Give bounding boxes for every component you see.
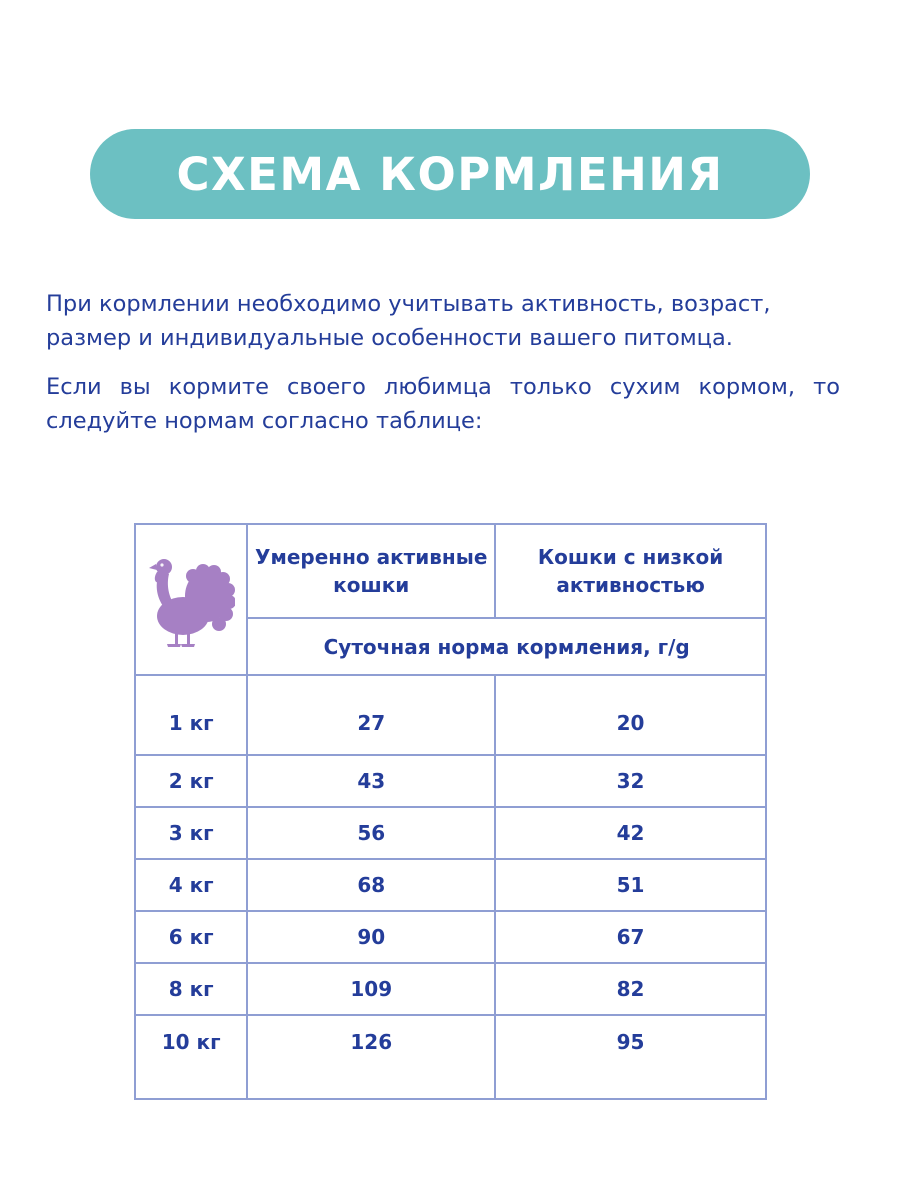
turkey-icon xyxy=(147,550,235,650)
table-row xyxy=(135,1015,766,1099)
table-row xyxy=(135,911,766,963)
weight-cell: 8 кг xyxy=(135,963,247,1015)
active-value-cell: 56 xyxy=(247,807,495,859)
low-value-cell: 51 xyxy=(495,859,766,911)
low-value-cell: 67 xyxy=(495,911,766,963)
table-row xyxy=(135,675,766,755)
table-row xyxy=(135,807,766,859)
active-value-cell: 27 xyxy=(247,675,495,755)
active-value-cell: 43 xyxy=(247,755,495,807)
active-value-cell: 68 xyxy=(247,859,495,911)
header-daily-norm: Суточная норма кормления, г/g xyxy=(247,618,766,675)
page-title: СХЕМА КОРМЛЕНИЯ xyxy=(176,147,724,201)
low-value-cell: 20 xyxy=(495,675,766,755)
low-value-cell: 95 xyxy=(495,1015,766,1099)
weight-cell: 2 кг xyxy=(135,755,247,807)
header-low-activity-cats: Кошки с низкой активностью xyxy=(495,524,766,618)
active-value-cell: 109 xyxy=(247,963,495,1015)
active-value-cell: 90 xyxy=(247,911,495,963)
active-value-cell: 126 xyxy=(247,1015,495,1099)
weight-cell: 10 кг xyxy=(135,1015,247,1099)
logo-cell xyxy=(135,524,247,675)
table-row xyxy=(135,859,766,911)
weight-cell: 4 кг xyxy=(135,859,247,911)
weight-cell: 6 кг xyxy=(135,911,247,963)
table-row xyxy=(135,963,766,1015)
feeding-table xyxy=(134,523,767,1100)
low-value-cell: 82 xyxy=(495,963,766,1015)
weight-cell: 1 кг xyxy=(135,675,247,755)
table-row xyxy=(135,755,766,807)
weight-cell: 3 кг xyxy=(135,807,247,859)
title-banner xyxy=(90,129,810,219)
low-value-cell: 42 xyxy=(495,807,766,859)
low-value-cell: 32 xyxy=(495,755,766,807)
header-active-cats: Умеренно активные кошки xyxy=(247,524,495,618)
intro-paragraph-2: Если вы кормите своего любимца только сухим кормом, то следуйте нормам согласно таблице: xyxy=(46,374,840,434)
intro-paragraph-1: При кормлении необходимо учитывать активность, возраст, размер и индивидуальные особенности вашего питомца. xyxy=(46,291,771,351)
